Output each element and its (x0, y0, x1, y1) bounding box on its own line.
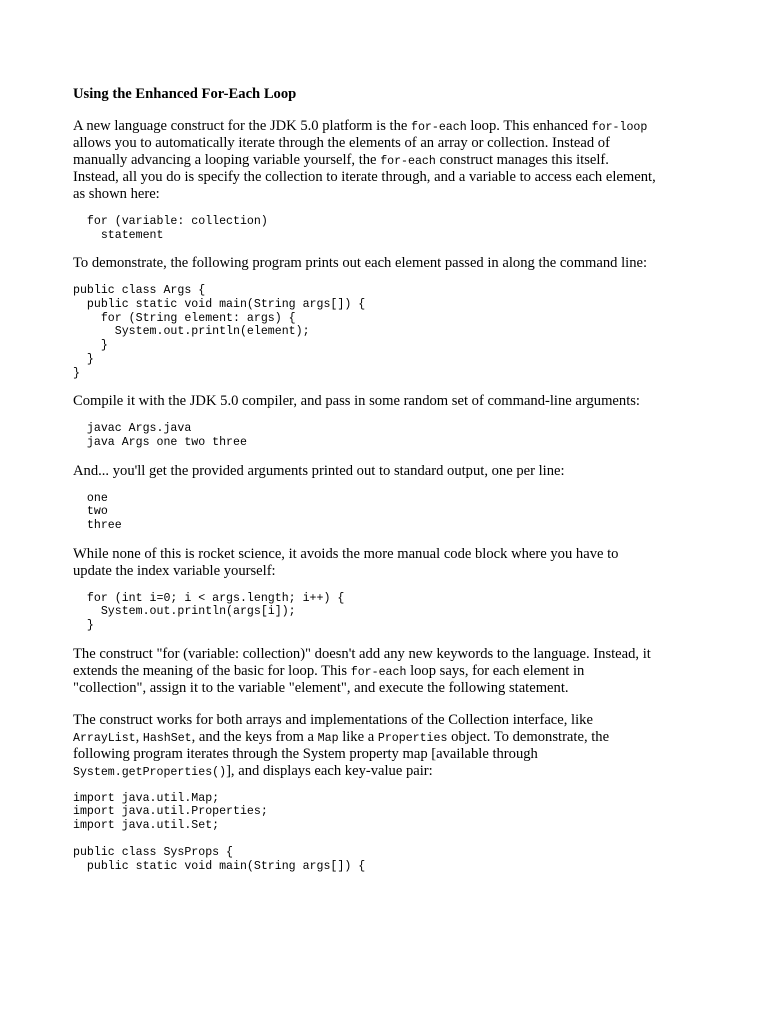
text-run: loop says, for each element in (406, 662, 585, 679)
inline-code: ArrayList (73, 731, 136, 745)
text-line: The construct "for (variable: collection)" doesn't add any new keywords to the language. Instead, it (73, 645, 651, 662)
code-line: statement (73, 228, 164, 242)
text-run: construct manages this itself. (435, 152, 609, 168)
inline-code: HashSet (142, 731, 192, 745)
code-line: three (73, 518, 122, 532)
text-run: , (135, 728, 143, 745)
document-title: Using the Enhanced For-Each Loop (73, 86, 297, 102)
text-line: To demonstrate, the following program prints out each element passed in along the command line: (73, 255, 648, 272)
text-line: Compile it with the JDK 5.0 compiler, and pass in some random set of command-line arguments: (73, 393, 640, 410)
text-line: The construct works for both arrays and implementations of the Collection interface, like (73, 711, 593, 728)
code-line (73, 833, 695, 847)
text-run: manually advancing a looping variable yourself, the (73, 152, 381, 168)
paragraph-demonstrate (73, 255, 695, 272)
text-run: object. To demonstrate, the (447, 728, 610, 745)
code-line: public static void main(String args[]) { (73, 860, 366, 874)
inline-code: for-each (380, 155, 436, 168)
code-line: for (String element: args) { (73, 311, 296, 325)
code-line: } (73, 352, 94, 366)
text-run: like a (338, 728, 378, 745)
text-line: update the index variable yourself: (73, 562, 276, 579)
inline-code: for-loop (591, 121, 648, 134)
code-line: import java.util.Properties; (73, 805, 268, 819)
code-line: for (int i=0; i < args.length; i++) { (73, 591, 345, 605)
text-run: loop. This enhanced (466, 118, 592, 134)
document-page (73, 86, 695, 874)
code-line: public class SysProps { (73, 846, 234, 860)
code-line: System.out.println(element); (73, 325, 310, 339)
code-line: java Args one two three (73, 435, 247, 449)
code-line: import java.util.Set; (73, 819, 220, 833)
code-block-args-class (73, 284, 695, 380)
text-line: allows you to automatically iterate through the elements of an array or collection. Instead of (73, 135, 610, 151)
inline-code: System.getProperties() (73, 765, 227, 779)
paragraph-collections (73, 712, 695, 780)
code-block-index-loop (73, 592, 695, 633)
code-line: public class Args { (73, 284, 206, 298)
code-line: System.out.println(args[i]); (73, 605, 296, 619)
code-line: for (variable: collection) (73, 215, 268, 228)
code-line: one (73, 491, 108, 505)
code-block-output (73, 492, 695, 533)
paragraph-construct (73, 646, 695, 697)
text-line: "collection", assign it to the variable "element", and execute the following statement. (73, 679, 569, 696)
inline-code: for-each (411, 121, 467, 134)
text-run: A new language construct for the JDK 5.0 platform is the (73, 118, 412, 134)
code-line: } (73, 619, 94, 632)
inline-code: for-each (350, 665, 407, 679)
text-line: as shown here: (73, 186, 160, 202)
text-line: Instead, all you do is specify the collection to iterate through, and a variable to access each element, (73, 169, 656, 185)
paragraph-compile (73, 393, 695, 410)
code-line: two (73, 505, 108, 519)
inline-code: Map (317, 731, 339, 745)
text-run: ], and displays each key-value pair: (226, 762, 433, 779)
paragraph-output (73, 463, 695, 480)
code-line: } (73, 339, 108, 353)
code-line: javac Args.java (73, 422, 192, 436)
code-block-syntax (73, 215, 695, 242)
text-line: following program iterates through the System property map [available through (73, 745, 538, 762)
code-line: } (73, 366, 80, 380)
text-run: extends the meaning of the basic for loop. This (73, 662, 351, 679)
text-line: And... you'll get the provided arguments printed out to standard output, one per line: (73, 462, 565, 479)
code-line: import java.util.Map; (73, 791, 220, 805)
code-block-sysprops (73, 792, 695, 874)
paragraph-intro (73, 118, 695, 203)
text-line: While none of this is rocket science, it avoids the more manual code block where you have to (73, 545, 619, 562)
paragraph-rocket-science (73, 546, 695, 580)
text-run: , and the keys from a (191, 728, 318, 745)
inline-code: Properties (377, 731, 448, 745)
code-block-commands (73, 422, 695, 449)
code-line: public static void main(String args[]) { (73, 298, 366, 312)
